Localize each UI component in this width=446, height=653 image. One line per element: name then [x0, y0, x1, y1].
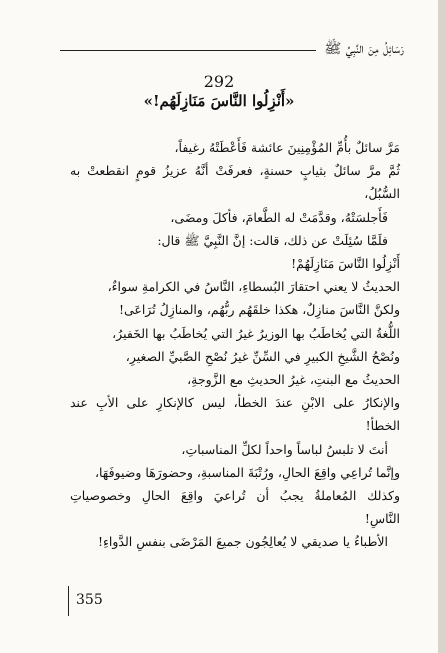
footer-rule	[68, 586, 69, 616]
paragraph: وإنَّما تُراعِي واقِعَ الحالِ، ورُتْبَةَ المناسبةِ، وحضورَهَا وضيوفَهَا،	[94, 464, 400, 480]
paragraph: مَرَّ سائلٌ بأُمِّ المُؤْمِنِينَ عائشة فَأَعْطَتْهُ رغيفاً،	[174, 140, 400, 155]
chapter-title: «أَنْزِلُوا النَّاسَ مَنَازِلَهُم!»	[143, 92, 295, 110]
paragraph: الحديثُ مع البنتِ، غيرُ الحديثِ مع الزَّوجةِ،	[187, 372, 400, 388]
paragraph: النَّاسِ!	[364, 511, 400, 527]
paragraph: أَنْزِلُوا النَّاسَ مَنَازِلَهُمْ!	[291, 256, 400, 272]
page-number: 355	[76, 592, 103, 608]
paragraph: ثُمَّ مرَّ سائلٌ بثيابٍ حسنةٍ، فعرفَتْ أنَّهُ عزيزُ قومٍ انقطعتْ به	[70, 163, 400, 179]
paragraph: الحديثُ لا يعني احتقارَ البُسطاءِ، النَّاسُ في الكرامةِ سواءٌ،	[107, 279, 400, 295]
paragraph: اللُّغةُ التي يُخاطَبُ بها الوزيرُ غيرُ التي يُخاطَبُ بها الخَفيرُ،	[112, 325, 400, 341]
paragraph: السُّبُلُ،	[364, 186, 400, 202]
paragraph: أنتَ لا تلبسُ لباساً واحداً لكلِّ المناسباتِ،	[181, 441, 388, 457]
paragraph: الأطباءُ يا صديقي لا يُعالِجُون جميعَ المَرْضَى بنفسِ الدَّواءِ!	[97, 534, 388, 550]
paragraph: والإنكارُ على الابْنِ عندَ الخطأ، ليس كالإنكارِ على الأبِ عند	[70, 395, 400, 411]
paragraph: فَأَجلسَتْهُ، وقدَّمَتْ له الطَّعامَ، فأكلَ ومضَى،	[170, 209, 388, 225]
header-rule	[60, 50, 316, 51]
paragraph: الخطأ!	[365, 418, 400, 434]
paragraph: ولكنَّ النَّاسَ منازِلٌ، هكذا خلقَهُم ربُّهُم، والمنازِلُ تُرَاعَى!	[118, 302, 400, 318]
chapter-number: 292	[203, 72, 235, 91]
header-title: رَسَائِلُ مِنَ النَّبِيِّ ﷺ	[324, 41, 404, 57]
body-text	[70, 136, 400, 554]
running-header	[60, 40, 404, 60]
paragraph: فلَمَّا سُئِلَتْ عن ذلك، قالت: إنَّ النَّبِيَّ ﷺ قال:	[157, 232, 388, 248]
paragraph: وكذلك المُعاملةُ يجبُ أن تُراعيَ واقِعَ الحالِ وخصوصياتِ	[70, 488, 400, 504]
paragraph: ونُصْحُ الشَّيخِ الكبيرِ في السِّنِّ غيرُ نُصْحِ الصَّبيِّ الصغيرِ،	[125, 348, 400, 364]
